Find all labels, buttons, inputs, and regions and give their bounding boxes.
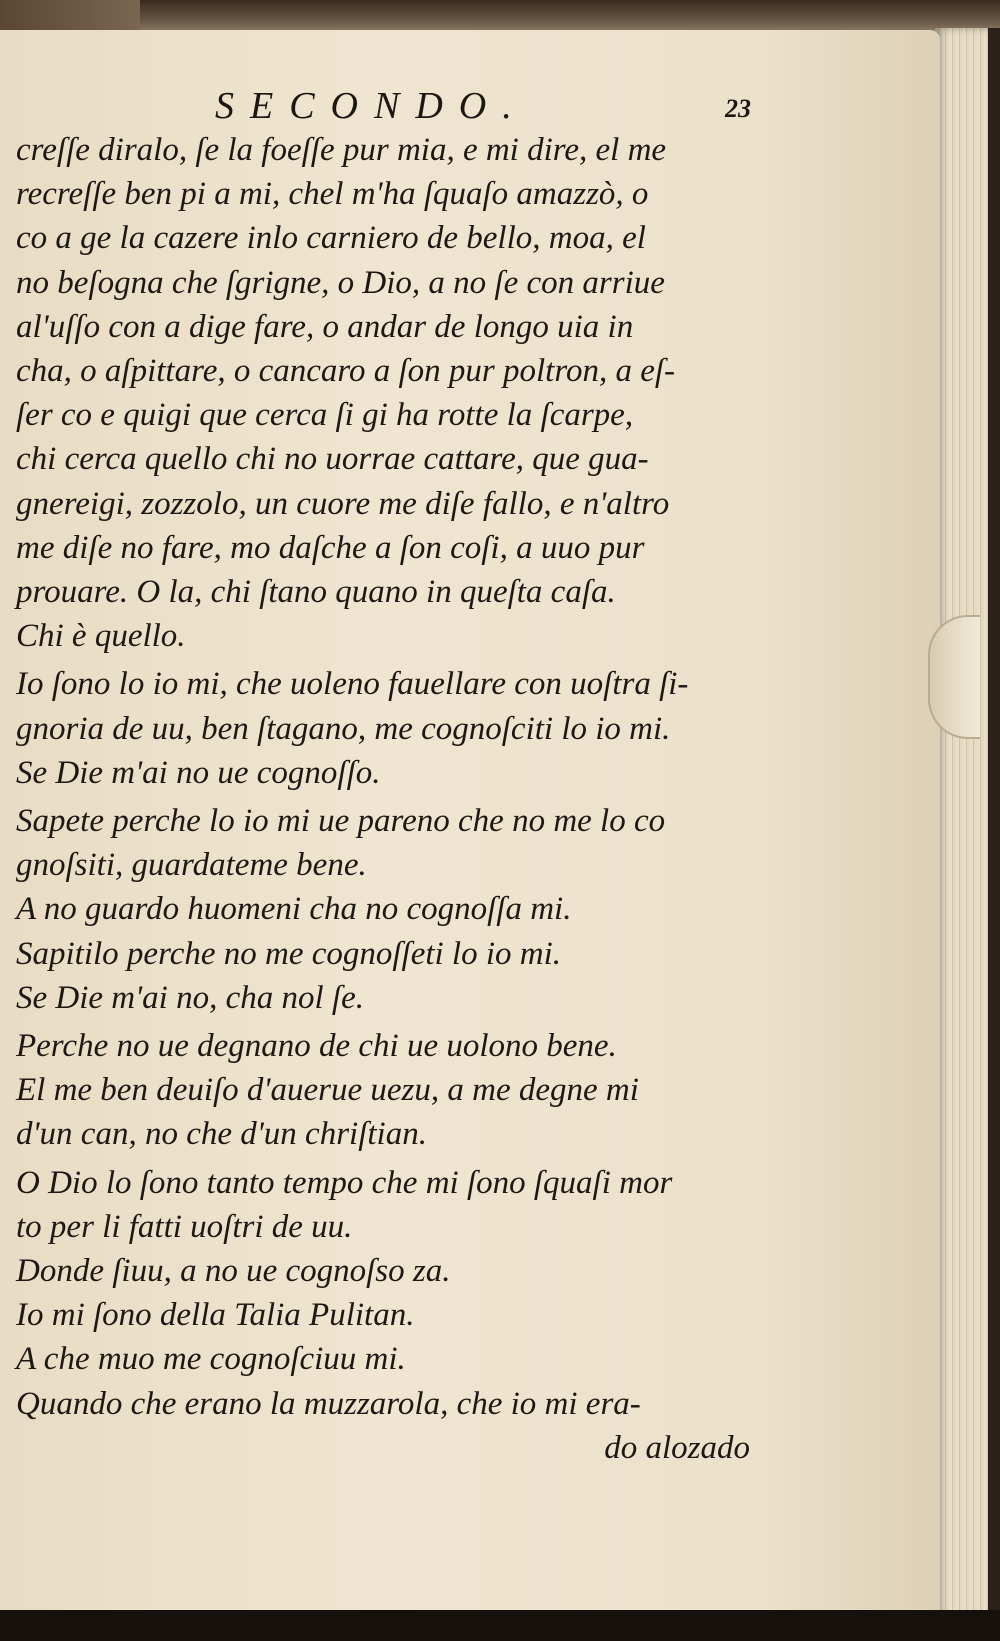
speech-line: Perche no ue degnano de chi ue uolono bene. <box>16 1028 617 1065</box>
text-line: gnoria de uu, ben ſtagano, me cognoſciti lo io mi. <box>16 710 671 747</box>
text-line: to per li fatti uoſtri de uu. <box>16 1208 353 1245</box>
speech-line: Chi è quello. <box>16 618 186 655</box>
speech-line: O Dio lo ſono tanto tempo che mi ſono ſquaſi mor <box>16 1164 673 1201</box>
running-head-title: SECONDO. <box>215 85 528 127</box>
book-fore-edge <box>935 28 1000 1618</box>
text-line: no beſogna che ſgrigne, o Dio, a no ſe con arriue <box>16 264 665 301</box>
background-shadow <box>988 28 1000 1618</box>
text-line: al'uſſo con a dige fare, o andar de longo uia in <box>16 308 634 345</box>
speech-line: Io mi ſono della Talia Pulitan. <box>16 1297 415 1334</box>
body-text <box>16 128 776 1470</box>
page-number: 23 <box>725 94 751 123</box>
speech-line: A no guardo huomeni cha no cognoſſa mi. <box>16 891 572 928</box>
page-clip <box>928 615 980 739</box>
text-line: d'un can, no che d'un chriſtian. <box>16 1116 427 1153</box>
speech-line: Sapitilo perche no me cognoſſeti lo io mi. <box>16 935 562 972</box>
text-line: prouare. O la, chi ſtano quano in queſta caſa. <box>16 574 616 611</box>
text-line: creſſe diralo, ſe la foeſſe pur mia, e mi dire, el me <box>16 132 667 168</box>
text-line: chi cerca quello chi no uorrae cattare, que gua- <box>16 441 649 478</box>
text-line: cha, o aſpittare, o cancaro a ſon pur poltron, a eſ- <box>16 353 676 390</box>
text-line: me diſe no fare, mo daſche a ſon coſi, a uuo pur <box>16 529 645 566</box>
book-bottom-edge <box>0 1610 1000 1641</box>
running-head <box>0 84 940 134</box>
speech-line: Io ſono lo io mi, che uoleno fauellare con uoſtra ſi- <box>16 666 689 703</box>
text-line: co a ge la cazere inlo carniero de bello, moa, el <box>16 220 646 257</box>
speech-line: Se Die m'ai no, cha nol ſe. <box>16 979 364 1016</box>
speech-line: Donde ſiuu, a no ue cognoſso za. <box>16 1253 451 1290</box>
book-cover-corner <box>0 0 140 34</box>
speech-line: A che muo me cognoſciuu mi. <box>16 1341 406 1378</box>
text-line: recreſſe ben pi a mi, chel m'ha ſquaſo amazzò, o <box>16 176 649 213</box>
speech-line: Sapete perche lo io mi ue pareno che no me lo co <box>16 803 666 840</box>
text-line: do alozado <box>604 1429 750 1466</box>
speech-line: El me ben deuiſo d'auerue uezu, a me degne mi <box>16 1072 639 1109</box>
text-line: gnereigi, zozzolo, un cuore me diſe fallo, e n'altro <box>16 485 670 522</box>
text-line: ſer co e quigi que cerca ſi gi ha rotte la ſcarpe, <box>16 397 634 434</box>
speech-line: Quando che erano la muzzarola, che io mi era- <box>16 1385 641 1422</box>
speech-line: Se Die m'ai no ue cognoſſo. <box>16 754 381 791</box>
text-line: gnoſsiti, guardateme bene. <box>16 847 367 884</box>
